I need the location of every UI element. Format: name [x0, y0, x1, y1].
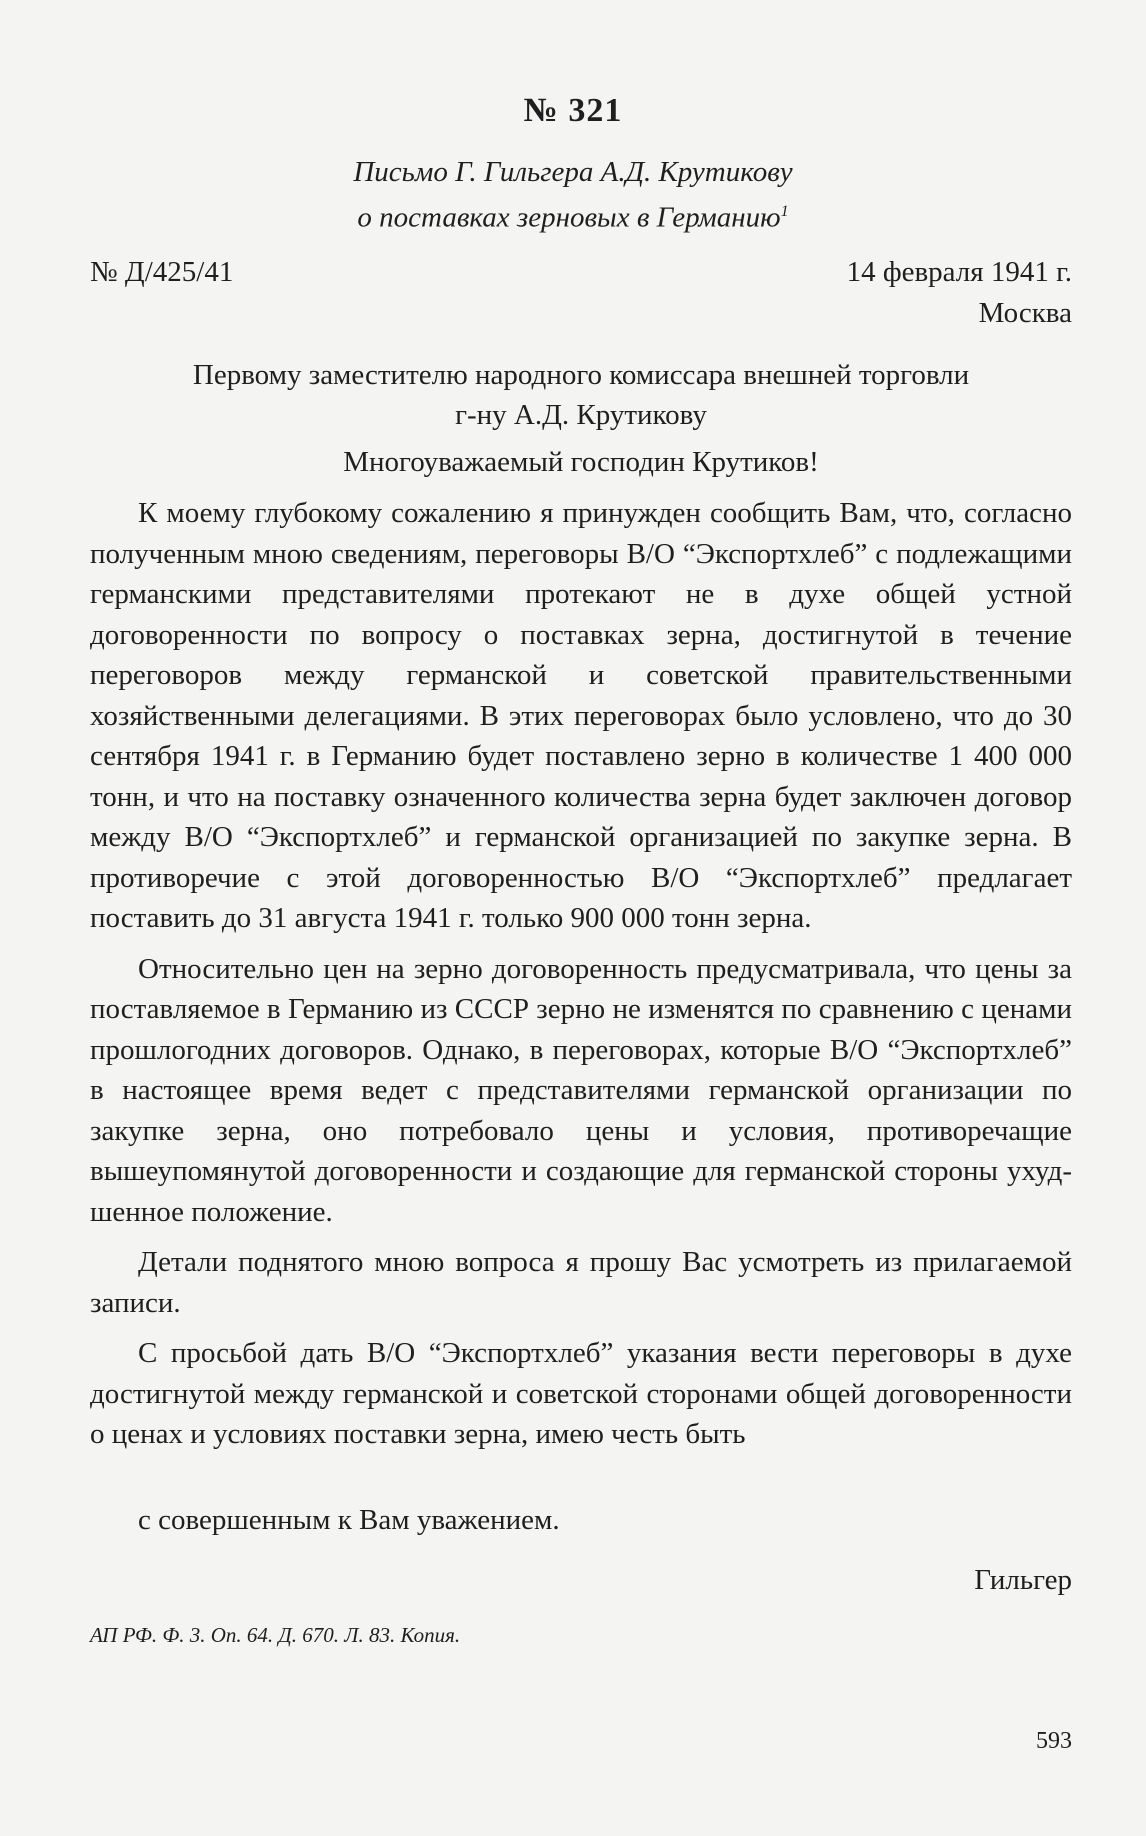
- page-number: 593: [1036, 1728, 1072, 1754]
- document-date: 14 февраля 1941 г.: [846, 256, 1072, 288]
- paragraph: Детали поднятого мною вопроса я прошу Вас усмотреть из прилагаемой записи.: [90, 1246, 1072, 1319]
- paragraph: К моему глубокому сожалению я принужден сообщить Вам, что, согласно полученным мною сведениям, переговоры В/О “Экспортхлеб” с подлежащими германскими представителями протекают не в духе общей устной договоренности по вопросу о поставках зерна, достигнутой в течение переговоров между германской и советской правительственными хозяйственными делегациями. В этих переговорах было условлено, что до 30 сентября 1941 г. в Германию будет поставлено зерно в количестве 1 400 000 тонн, и что на поставку означенного количества зерна будет заключен договор между В/О “Экспортхлеб” и германской организацией по закупке зерна. В противоречие с этой договоренностью В/О “Экспортхлеб” предлагает поставить до 31 августа 1941 г. только 900 000 тонн зерна.: [90, 497, 1072, 934]
- salutation: Многоуважаемый господин Крутиков!: [343, 446, 819, 478]
- letter-body: [90, 493, 1072, 1465]
- addressee: [90, 355, 1072, 435]
- addressee-line-1: Первому заместителю народного комиссара внешней торговли: [192, 359, 970, 391]
- title-line-2-text: о поставках зерновых в Германию: [357, 201, 781, 234]
- addressee-line-2: г-ну А.Д. Крутикову: [455, 399, 707, 431]
- signature: Гильгер: [974, 1564, 1072, 1596]
- document-title: [0, 152, 1146, 238]
- closing-phrase: с совершенным к Вам уважением.: [138, 1504, 560, 1536]
- document-city: Москва: [978, 297, 1072, 329]
- archive-reference: АП РФ. Ф. 3. Оп. 64. Д. 670. Л. 83. Копия.: [90, 1623, 461, 1647]
- document-number: № 321: [523, 92, 623, 129]
- reference-number: № Д/425/41: [90, 256, 234, 288]
- title-line-2: [0, 192, 1146, 238]
- title-line-1: Письмо Г. Гильгера А.Д. Крутикову: [353, 156, 793, 188]
- paragraph: Относительно цен на зерно договоренность предусматривала, что цены за поставляемое в Германию из СССР зерно не изменятся по сравнению с ценами прошлогодних договоров. Однако, в переговорах, которые В/О “Экспортхлеб” в настоящее время ведет с представителями германской организации по закупке зерна, оно потребовало цены и условия, противоречащие вышеупомянутой договоренности и создающие для германской стороны ухудшенное положение.: [90, 952, 1072, 1228]
- paragraph: С просьбой дать В/О “Экспортхлеб” указания вести переговоры в духе достигнутой между германской и советской сторонами общей договоренности о ценах и условиях поставки зерна, имею честь быть: [90, 1337, 1072, 1450]
- footnote-mark: 1: [780, 203, 789, 220]
